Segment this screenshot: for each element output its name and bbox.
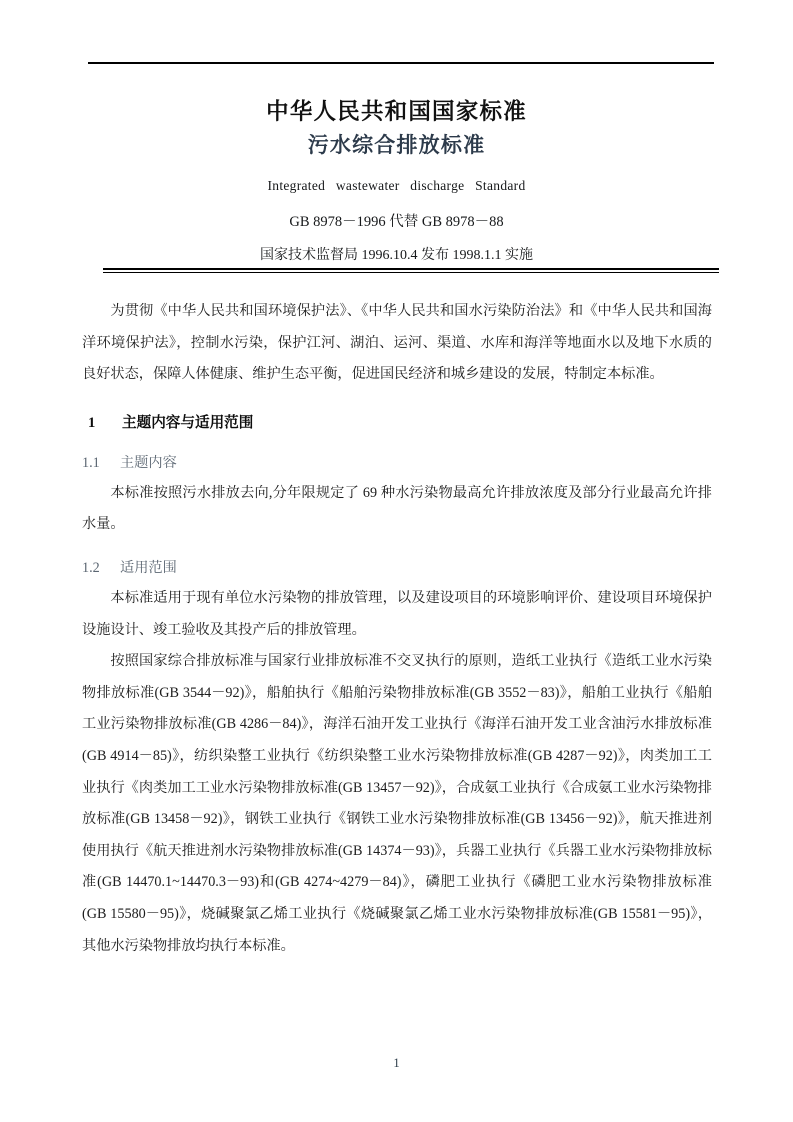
subsection-1-1-heading (82, 448, 712, 478)
preamble-paragraph: 为贯彻《中华人民共和国环境保护法》、《中华人民共和国水污染防治法》和《中华人民共和国海洋环境保护法》，控制水污染，保护江河、湖泊、运河、渠道、水库和海洋等地面水以及地下水质的良好状态，保障人体健康、维护生态平衡，促进国民经济和城乡建设的发展，特制定本标准。 (82, 303, 712, 383)
subsection-1-2-heading (82, 553, 712, 583)
header-bottom-double-rule (103, 268, 719, 270)
document-title-sub: 污水综合排放标准 (307, 133, 486, 157)
subsection-1-1-body: 本标准按照污水排放去向,分年限规定了 69 种水污染物最高允许排放浓度及部分行业最高允许排水量。 (82, 484, 712, 533)
subsection-1-2-body: 本标准适用于现有单位水污染物的排放管理，以及建设项目的环境影响评价、建设项目环境保护设施设计、竣工验收及其投产后的排放管理。 (82, 589, 712, 638)
document-body (82, 296, 712, 962)
spacer (82, 541, 712, 553)
subsection-1-1-title: 主题内容 (120, 454, 177, 471)
issue-implementation-line: 国家技术监督局 1996.10.4 发布 1998.1.1 实施 (260, 248, 533, 263)
document-title-english: Integrated wastewater discharge Standard (267, 178, 526, 193)
subsection-1-2-title: 适用范围 (120, 559, 177, 576)
header-top-rule (88, 62, 714, 64)
document-title-main: 中华人民共和国国家标准 (266, 99, 527, 124)
section-1-number: 1 (88, 414, 96, 431)
subsection-1-1-number: 1.1 (82, 454, 100, 471)
page-number: 1 (393, 1056, 400, 1070)
section-1-heading (82, 408, 712, 438)
industry-standards-paragraph: 按照国家综合排放标准与国家行业排放标准不交叉执行的原则，造纸工业执行《造纸工业水污染物排放标准(GB 3544－92)》，船舶执行《船舶污染物排放标准(GB 3552－83)》，船舶工业执行《船舶工业污染物排放标准(GB 4286－84)》，海洋石油开发工业执行《海洋石油开发工业含油污水排放标准(GB 4914－85)》，纺织染整工业执行《纺织染整工业水污染物排放标准(GB 4287－92)》，肉类加工工业执行《肉类加工工业水污染物排放标准(GB 13457－92)》，合成氨工业执行《合成氨工业水污染物排放标准(GB 13458－92)》，钢铁工业执行《钢铁工业水污染物排放标准(GB 13456－92)》，航天推进剂使用执行《航天推进剂水污染物排放标准(GB 14374－93)》，兵器工业执行《兵器工业水污染物排放标准(GB 14470.1~14470.3－93)和(GB 4274~4279－84)》，磷肥工业执行《磷肥工业水污染物排放标准(GB 15580－95)》，烧碱聚氯乙烯工业执行《烧碱聚氯乙烯工业水污染物排放标准(GB 15581－95)》，其他水污染物排放均执行本标准。 (82, 653, 712, 954)
section-1-title: 主题内容与适用范围 (122, 414, 254, 431)
standard-code: GB 8978－1996 代替 GB 8978－88 (289, 214, 504, 230)
subsection-1-2-number: 1.2 (82, 559, 100, 576)
spacer (82, 438, 712, 448)
document-header (0, 96, 793, 271)
spacer (82, 391, 712, 408)
